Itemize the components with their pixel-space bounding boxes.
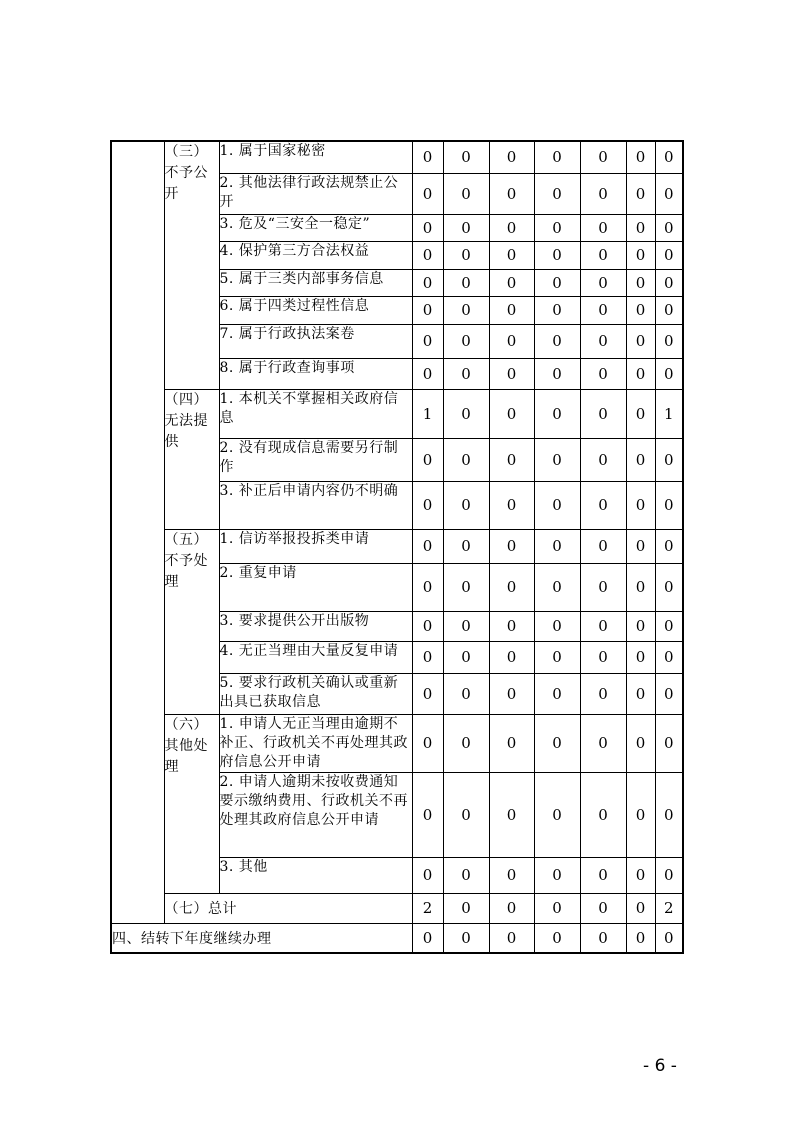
value-cell: 0: [580, 481, 626, 529]
value-cell: 0: [489, 893, 534, 923]
value-cell: 0: [443, 611, 489, 641]
value-cell: 0: [655, 923, 683, 953]
value-cell: 0: [655, 324, 683, 358]
value-cell: 0: [534, 358, 580, 389]
value-cell: 0: [626, 214, 655, 241]
value-cell: 0: [580, 214, 626, 241]
value-cell: 0: [489, 269, 534, 296]
value-cell: 0: [534, 296, 580, 324]
value-cell: 0: [626, 772, 655, 857]
value-cell: 0: [655, 241, 683, 269]
value-cell: 0: [655, 772, 683, 857]
value-cell: 0: [489, 563, 534, 611]
value-cell: 0: [580, 857, 626, 893]
value-cell: 0: [443, 389, 489, 438]
value-cell: 0: [412, 529, 443, 563]
value-cell: 2: [412, 893, 443, 923]
value-cell: 0: [655, 296, 683, 324]
value-cell: 0: [534, 714, 580, 772]
item-label-cell: 1. 信访举报投拆类申请: [219, 529, 412, 563]
value-cell: 0: [412, 358, 443, 389]
value-cell: 0: [655, 714, 683, 772]
value-cell: 0: [443, 173, 489, 214]
value-cell: 0: [443, 714, 489, 772]
carryover-row: [111, 923, 683, 953]
value-cell: 0: [412, 714, 443, 772]
value-cell: 0: [489, 529, 534, 563]
value-cell: 0: [655, 857, 683, 893]
value-cell: 0: [534, 269, 580, 296]
value-cell: 2: [655, 893, 683, 923]
table-row: [111, 529, 683, 563]
value-cell: 0: [580, 438, 626, 481]
value-cell: 0: [580, 714, 626, 772]
value-cell: 0: [626, 324, 655, 358]
value-cell: 0: [626, 893, 655, 923]
value-cell: 0: [580, 529, 626, 563]
value-cell: 0: [489, 673, 534, 714]
value-cell: 0: [580, 241, 626, 269]
value-cell: 0: [655, 563, 683, 611]
value-cell: 0: [443, 923, 489, 953]
value-cell: 0: [412, 772, 443, 857]
value-cell: 0: [489, 714, 534, 772]
value-cell: 0: [626, 358, 655, 389]
total-label-cell: （七）总计: [164, 893, 412, 923]
value-cell: 0: [580, 923, 626, 953]
value-cell: 0: [655, 269, 683, 296]
value-cell: 0: [489, 857, 534, 893]
value-cell: 0: [489, 358, 534, 389]
value-cell: 0: [580, 141, 626, 173]
left-spanner-cell: [111, 141, 164, 923]
table-row: [111, 714, 683, 772]
value-cell: 0: [489, 641, 534, 673]
value-cell: 0: [489, 389, 534, 438]
value-cell: 0: [534, 214, 580, 241]
value-cell: 0: [626, 438, 655, 481]
value-cell: 0: [412, 673, 443, 714]
item-label-cell: 2. 重复申请: [219, 563, 412, 611]
value-cell: 0: [626, 529, 655, 563]
value-cell: 0: [534, 241, 580, 269]
value-cell: 0: [534, 563, 580, 611]
value-cell: 0: [626, 714, 655, 772]
value-cell: 0: [626, 481, 655, 529]
item-label-cell: 2. 申请人逾期未按收费通知要示缴纳费用、行政机关不再处理其政府信息公开申请: [219, 772, 412, 857]
value-cell: 0: [489, 241, 534, 269]
page-number: - 6 -: [643, 1056, 677, 1076]
total-row: [111, 893, 683, 923]
value-cell: 0: [412, 269, 443, 296]
value-cell: 0: [443, 438, 489, 481]
value-cell: 0: [412, 173, 443, 214]
value-cell: 0: [443, 563, 489, 611]
value-cell: 0: [580, 324, 626, 358]
value-cell: 0: [412, 324, 443, 358]
value-cell: 0: [412, 641, 443, 673]
value-cell: 0: [443, 893, 489, 923]
value-cell: 0: [655, 141, 683, 173]
value-cell: 0: [412, 611, 443, 641]
value-cell: 0: [626, 563, 655, 611]
category-cell: （五）不予处理: [164, 529, 219, 714]
value-cell: 0: [412, 296, 443, 324]
value-cell: 0: [626, 173, 655, 214]
value-cell: 0: [580, 173, 626, 214]
value-cell: 0: [534, 923, 580, 953]
value-cell: 0: [580, 563, 626, 611]
value-cell: 0: [443, 241, 489, 269]
item-label-cell: 4. 无正当理由大量反复申请: [219, 641, 412, 673]
value-cell: 0: [626, 241, 655, 269]
value-cell: 0: [580, 611, 626, 641]
value-cell: 1: [412, 389, 443, 438]
value-cell: 0: [626, 641, 655, 673]
value-cell: 0: [534, 141, 580, 173]
category-cell: （四）无法提供: [164, 389, 219, 529]
value-cell: 0: [534, 893, 580, 923]
value-cell: 0: [626, 389, 655, 438]
value-cell: 0: [580, 389, 626, 438]
item-label-cell: 3. 要求提供公开出版物: [219, 611, 412, 641]
value-cell: 0: [580, 772, 626, 857]
value-cell: 0: [489, 438, 534, 481]
item-label-cell: 7. 属于行政执法案卷: [219, 324, 412, 358]
value-cell: 0: [655, 641, 683, 673]
value-cell: 0: [443, 358, 489, 389]
item-label-cell: 4. 保护第三方合法权益: [219, 241, 412, 269]
value-cell: 0: [412, 923, 443, 953]
value-cell: 0: [412, 438, 443, 481]
item-label-cell: 3. 补正后申请内容仍不明确: [219, 481, 412, 529]
value-cell: 0: [534, 481, 580, 529]
item-label-cell: 6. 属于四类过程性信息: [219, 296, 412, 324]
report-table: [110, 140, 684, 954]
value-cell: 0: [489, 214, 534, 241]
item-label-cell: 3. 其他: [219, 857, 412, 893]
value-cell: 0: [534, 389, 580, 438]
category-cell: （三）不予公开: [164, 141, 219, 389]
value-cell: 0: [626, 673, 655, 714]
item-label-cell: 2. 其他法律行政法规禁止公开: [219, 173, 412, 214]
value-cell: 0: [580, 893, 626, 923]
item-label-cell: 2. 没有现成信息需要另行制作: [219, 438, 412, 481]
value-cell: 0: [443, 269, 489, 296]
carryover-label-cell: 四、结转下年度继续办理: [111, 923, 412, 953]
value-cell: 0: [655, 173, 683, 214]
value-cell: 0: [443, 772, 489, 857]
value-cell: 0: [443, 641, 489, 673]
value-cell: 0: [534, 438, 580, 481]
value-cell: 0: [489, 611, 534, 641]
value-cell: 0: [443, 673, 489, 714]
value-cell: 0: [580, 641, 626, 673]
value-cell: 1: [655, 389, 683, 438]
category-cell: （六）其他处理: [164, 714, 219, 893]
value-cell: 0: [580, 358, 626, 389]
table-row: [111, 141, 683, 173]
value-cell: 0: [443, 529, 489, 563]
value-cell: 0: [443, 481, 489, 529]
value-cell: 0: [412, 481, 443, 529]
value-cell: 0: [489, 141, 534, 173]
value-cell: 0: [626, 857, 655, 893]
value-cell: 0: [412, 214, 443, 241]
value-cell: 0: [412, 857, 443, 893]
table-row: [111, 389, 683, 438]
value-cell: 0: [534, 324, 580, 358]
value-cell: 0: [534, 641, 580, 673]
value-cell: 0: [534, 772, 580, 857]
value-cell: 0: [489, 481, 534, 529]
value-cell: 0: [655, 214, 683, 241]
value-cell: 0: [655, 438, 683, 481]
item-label-cell: 1. 属于国家秘密: [219, 141, 412, 173]
value-cell: 0: [443, 141, 489, 173]
item-label-cell: 5. 要求行政机关确认或重新出具已获取信息: [219, 673, 412, 714]
value-cell: 0: [443, 857, 489, 893]
item-label-cell: 5. 属于三类内部事务信息: [219, 269, 412, 296]
value-cell: 0: [655, 529, 683, 563]
value-cell: 0: [534, 611, 580, 641]
value-cell: 0: [655, 611, 683, 641]
value-cell: 0: [412, 241, 443, 269]
value-cell: 0: [626, 141, 655, 173]
value-cell: 0: [489, 324, 534, 358]
value-cell: 0: [534, 529, 580, 563]
value-cell: 0: [412, 141, 443, 173]
value-cell: 0: [534, 173, 580, 214]
value-cell: 0: [443, 324, 489, 358]
value-cell: 0: [626, 923, 655, 953]
value-cell: 0: [626, 611, 655, 641]
value-cell: 0: [534, 673, 580, 714]
value-cell: 0: [655, 358, 683, 389]
value-cell: 0: [443, 296, 489, 324]
item-label-cell: 3. 危及“三安全一稳定”: [219, 214, 412, 241]
value-cell: 0: [655, 481, 683, 529]
value-cell: 0: [580, 673, 626, 714]
value-cell: 0: [580, 269, 626, 296]
item-label-cell: 8. 属于行政查询事项: [219, 358, 412, 389]
value-cell: 0: [443, 214, 489, 241]
value-cell: 0: [489, 772, 534, 857]
value-cell: 0: [489, 923, 534, 953]
value-cell: 0: [655, 673, 683, 714]
value-cell: 0: [626, 269, 655, 296]
value-cell: 0: [580, 296, 626, 324]
value-cell: 0: [489, 173, 534, 214]
value-cell: 0: [626, 296, 655, 324]
value-cell: 0: [412, 563, 443, 611]
item-label-cell: 1. 申请人无正当理由逾期不补正、行政机关不再处理其政府信息公开申请: [219, 714, 412, 772]
value-cell: 0: [534, 857, 580, 893]
value-cell: 0: [489, 296, 534, 324]
item-label-cell: 1. 本机关不掌握相关政府信息: [219, 389, 412, 438]
